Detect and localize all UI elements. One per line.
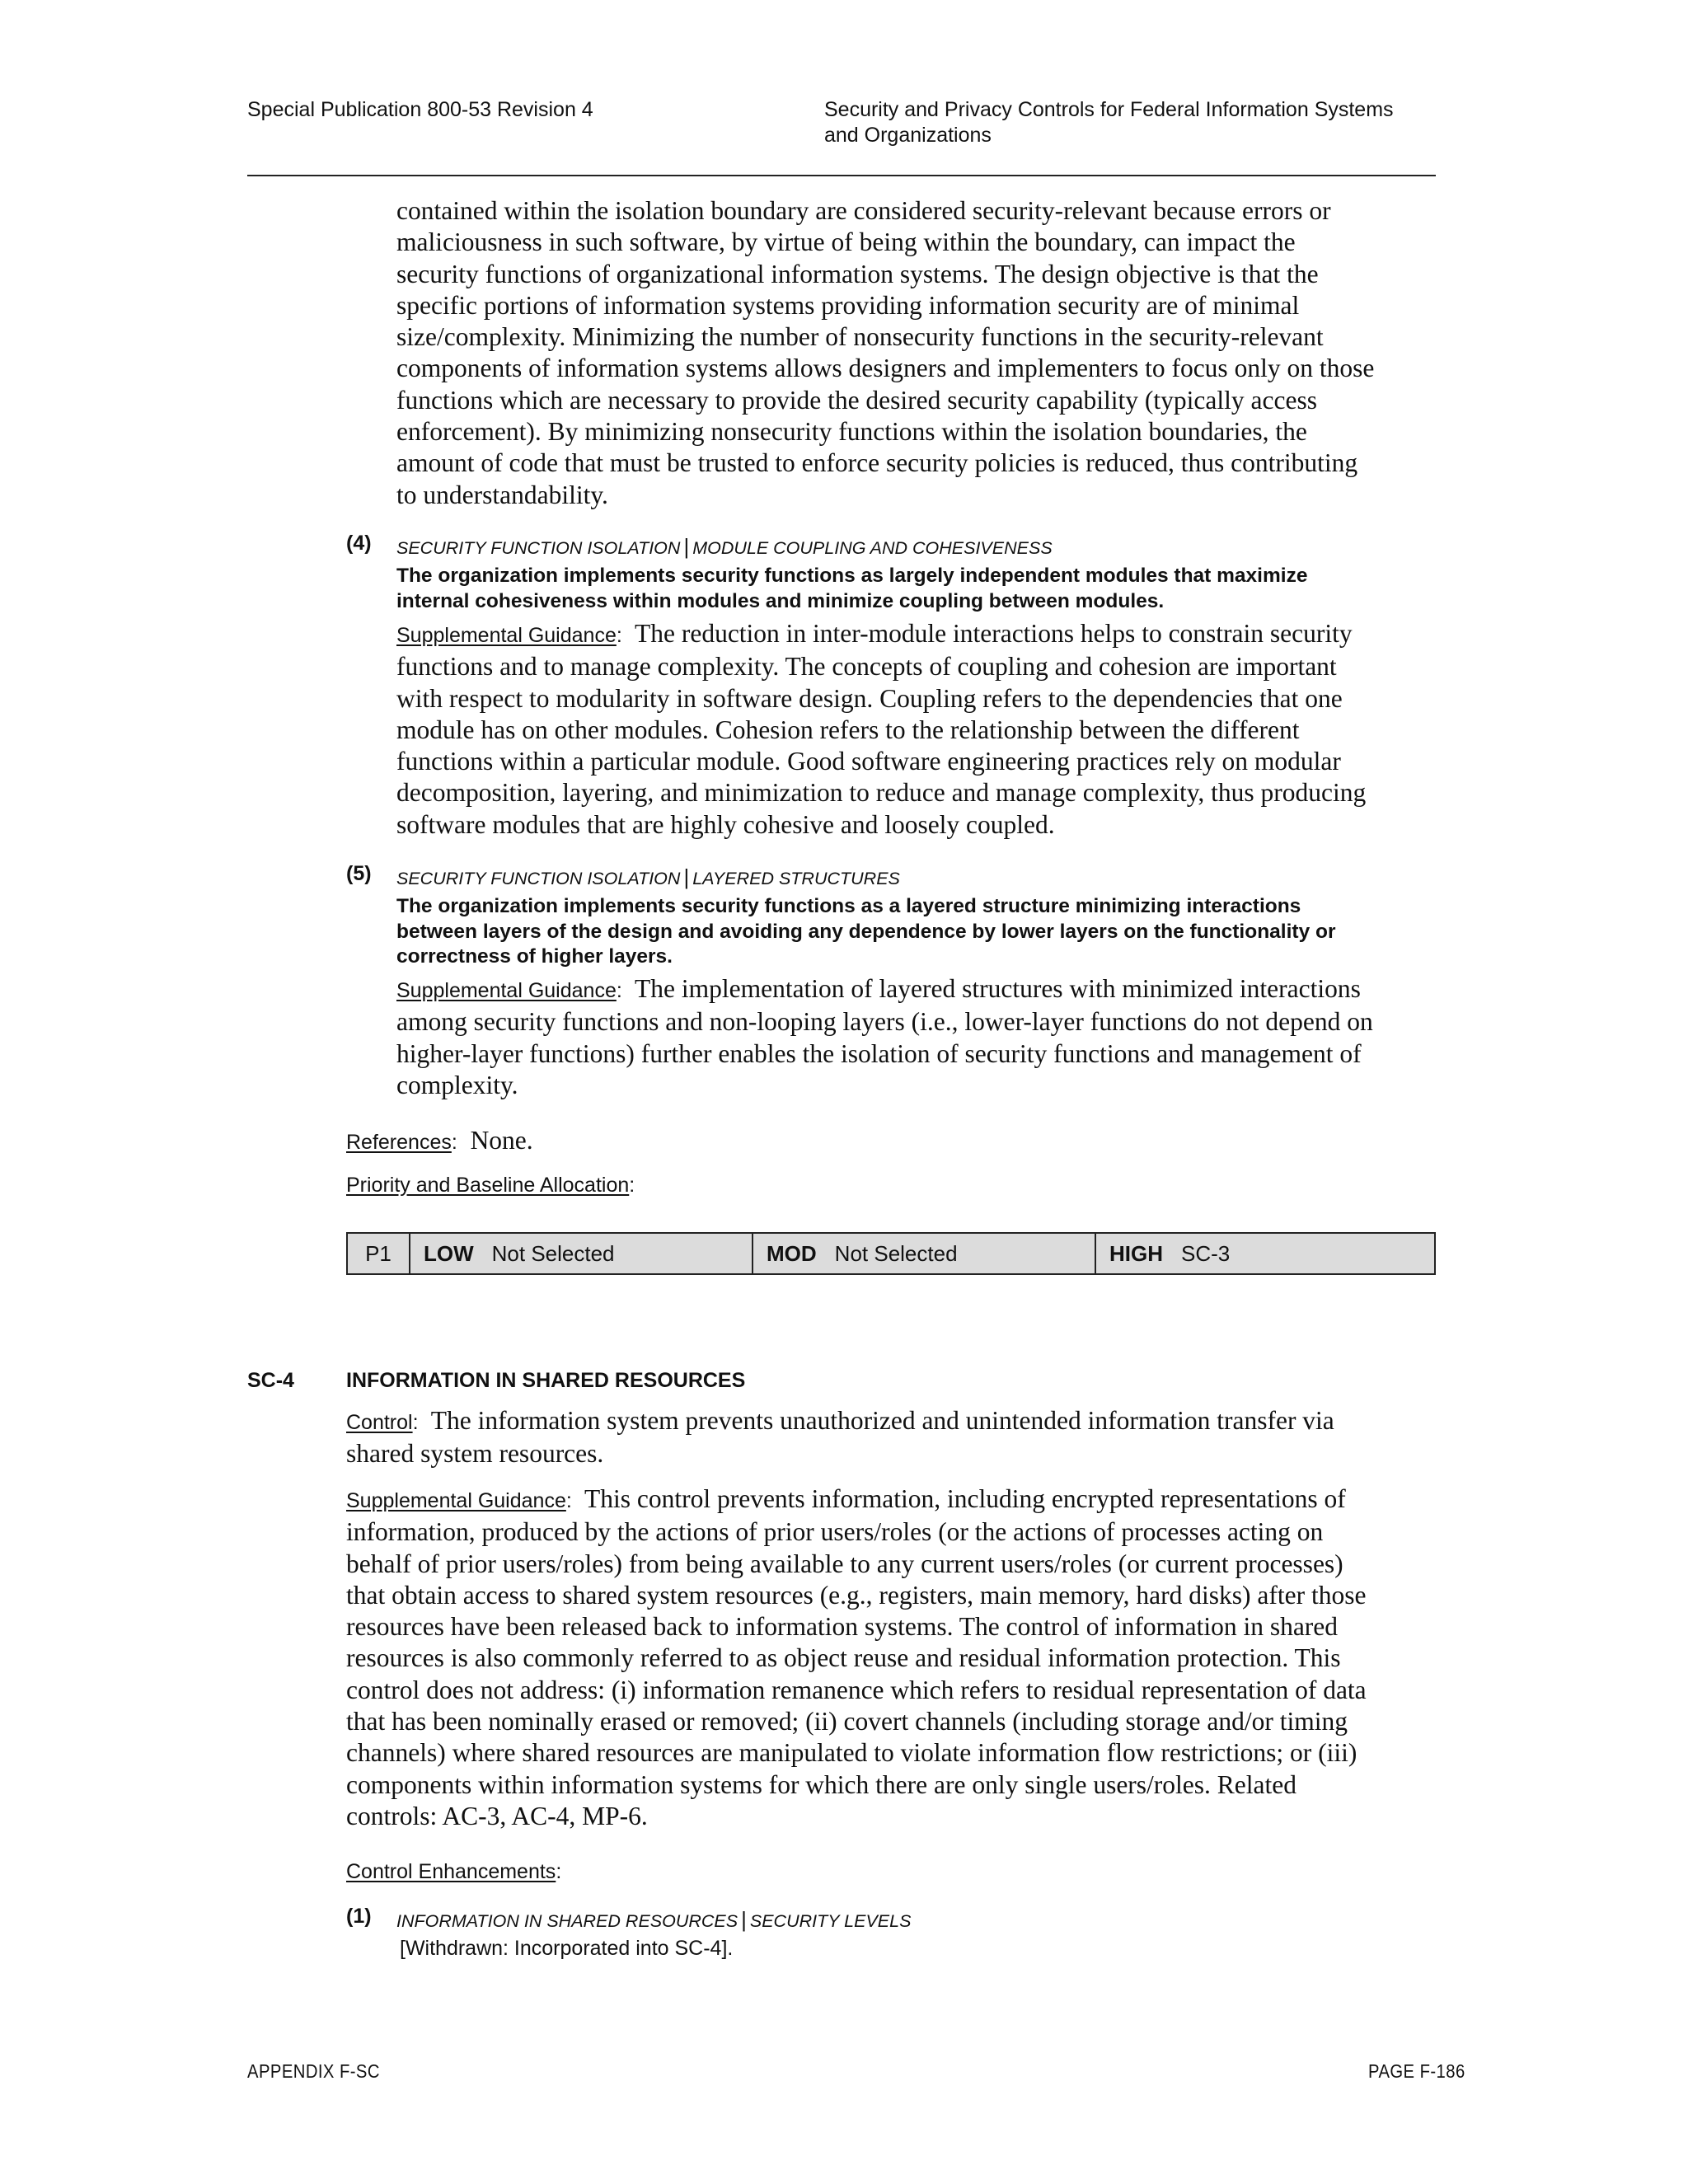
enhancement-statement (396, 894, 1336, 970)
label-colon: : (629, 1174, 635, 1197)
paragraph-line: that obtain access to shared system resources (e.g., registers, main memory, hard disks) after those (346, 1580, 1367, 1610)
control-id: SC-4 (247, 1369, 294, 1392)
mod-value: Not Selected (834, 1240, 958, 1266)
control-statement (346, 1405, 1334, 1470)
paragraph-line: to understandability. (396, 480, 608, 509)
guidance-label: Supplemental Guidance (396, 624, 617, 647)
guidance-label: Supplemental Guidance (396, 979, 617, 1002)
references-value: None. (470, 1126, 533, 1155)
guidance-first-line (396, 618, 1366, 651)
statement-line: The organization implements security functions as a layered structure minimizing interactions (396, 895, 1301, 917)
paragraph-line: size/complexity. Minimizing the number of nonsecurity functions in the security-relevant (396, 322, 1324, 352)
enhancement-title (396, 865, 900, 890)
paragraph-line: functions within a particular module. Good software engineering practices rely on modular (396, 747, 1341, 776)
enhancement-title-part: MODULE COUPLING AND COHESIVENESS (692, 538, 1053, 558)
references-label: References (346, 1131, 452, 1154)
guidance-first-line (396, 973, 1373, 1006)
enhancement-number: (4) (346, 532, 372, 555)
priority-label: Priority and Baseline Allocation (346, 1174, 630, 1197)
statement-line: correctness of higher layers. (396, 945, 673, 968)
paragraph-line: complexity. (396, 1070, 518, 1099)
header-title-line2: and Organizations (824, 124, 992, 147)
baseline-allocation-table (346, 1232, 1436, 1275)
paragraph-line: decomposition, layering, and minimization to reduce and manage complexity, thus producing (396, 778, 1367, 808)
enhancement-title-part: SECURITY FUNCTION ISOLATION (396, 869, 681, 888)
enhancement-title-part: INFORMATION IN SHARED RESOURCES (396, 1911, 738, 1931)
guidance-text: The reduction in inter-module interactions helps to constrain security (635, 619, 1353, 648)
high-value: SC-3 (1181, 1240, 1231, 1266)
enhancement-statement (396, 564, 1307, 614)
high-label: HIGH (1109, 1240, 1163, 1266)
paragraph-line: behalf of prior users/roles) from being available to any current users/roles (or current processes) (346, 1549, 1343, 1578)
label-colon: : (412, 1411, 419, 1434)
paragraph-line: channels) where shared resources are manipulated to violate information flow restrictions; or (iii) (346, 1738, 1357, 1768)
mod-baseline-cell (753, 1234, 1096, 1273)
title-separator: | (741, 1907, 747, 1932)
paragraph-line: contained within the isolation boundary are considered security-relevant because errors or (396, 196, 1331, 225)
paragraph-line: information, produced by the actions of prior users/roles (or the actions of processes acting on (346, 1517, 1324, 1547)
control-enhancements-heading (346, 1860, 561, 1884)
paragraph-line: enforcement). By minimizing nonsecurity functions within the isolation boundaries, the (396, 417, 1307, 447)
paragraph-line: specific portions of information systems providing information security are of minimal (396, 290, 1300, 320)
withdrawn-note: [Withdrawn: Incorporated into SC-4]. (400, 1937, 734, 1960)
paragraph-line: control does not address: (i) information remanence which refers to residual representation of data (346, 1675, 1367, 1704)
label-colon: : (616, 979, 622, 1002)
enhancement-number: (1) (346, 1905, 372, 1928)
priority-heading (346, 1174, 635, 1197)
enhancement-title (396, 534, 1053, 560)
high-baseline-cell (1096, 1234, 1434, 1273)
low-label: LOW (424, 1240, 474, 1266)
control-enhancements-label: Control Enhancements (346, 1860, 556, 1883)
title-separator: | (683, 534, 690, 559)
paragraph-line: with respect to modularity in software design. Coupling refers to the dependencies that one (396, 683, 1343, 713)
guidance-text: This control prevents information, including encrypted representations of (584, 1484, 1346, 1513)
control-first-line (346, 1405, 1334, 1438)
statement-line: internal cohesiveness within modules and minimize coupling between modules. (396, 589, 1165, 612)
paragraph-line: amount of code that must be trusted to enforce security policies is reduced, thus contributing (396, 448, 1358, 478)
control-label: Control (346, 1411, 413, 1434)
paragraph-line: that has been nominally erased or removed; (ii) covert channels (including storage and/or timing (346, 1707, 1348, 1736)
title-separator: | (683, 865, 690, 889)
paragraph-line: resources have been released back to information systems. The control of information in shared (346, 1612, 1339, 1642)
priority-cell: P1 (348, 1234, 410, 1273)
footer-appendix: APPENDIX F-SC (247, 2060, 380, 2082)
enhancement-title (396, 1907, 911, 1933)
enhancement-number: (5) (346, 862, 372, 885)
paragraph-line: resources is also commonly referred to as object reuse and residual information protection. This (346, 1643, 1341, 1673)
label-colon: : (451, 1131, 457, 1154)
paragraph-line: among security functions and non-looping layers (i.e., lower-layer functions do not depend on (396, 1007, 1373, 1037)
paragraph-line: functions and to manage complexity. The concepts of coupling and cohesion are important (396, 652, 1337, 682)
label-colon: : (565, 1489, 572, 1512)
paragraph-line: higher-layer functions) further enables the isolation of security functions and management of (396, 1038, 1362, 1068)
supplemental-guidance (346, 1483, 1367, 1832)
paragraph-line: shared system resources. (346, 1439, 604, 1469)
paragraph-line: maliciousness in such software, by virtue of being within the boundary, can impact the (396, 227, 1296, 257)
enhancement-title-part: SECURITY FUNCTION ISOLATION (396, 538, 681, 558)
continuation-paragraph (396, 195, 1374, 511)
guidance-first-line (346, 1483, 1367, 1516)
header-title-line1: Security and Privacy Controls for Federal Information Systems (824, 98, 1394, 121)
label-colon: : (556, 1860, 562, 1883)
header-title (824, 97, 1451, 148)
enhancement-title-part: LAYERED STRUCTURES (692, 869, 900, 888)
low-value: Not Selected (491, 1240, 615, 1266)
statement-line: between layers of the design and avoiding any dependence by lower layers on the functionality or (396, 920, 1336, 943)
footer-page-number: PAGE F-186 (1368, 2060, 1465, 2082)
label-colon: : (616, 624, 622, 647)
paragraph-line: controls: AC-3, AC-4, MP-6. (346, 1801, 648, 1830)
control-text: The information system prevents unauthorized and unintended information transfer via (430, 1406, 1334, 1435)
paragraph-line: module has on other modules. Cohesion refers to the relationship between the different (396, 715, 1300, 744)
paragraph-line: functions which are necessary to provide the desired security capability (typically access (396, 385, 1317, 415)
enhancement-title-part: SECURITY LEVELS (749, 1911, 912, 1931)
supplemental-guidance (396, 618, 1366, 841)
references (346, 1125, 533, 1158)
guidance-text: The implementation of layered structures with minimized interactions (635, 974, 1361, 1003)
paragraph-line: components of information systems allows designers and implementers to focus only on those (396, 354, 1375, 383)
references-line (346, 1125, 533, 1158)
mod-label: MOD (767, 1240, 817, 1266)
supplemental-guidance (396, 973, 1373, 1101)
header-divider (247, 175, 1436, 176)
control-title: INFORMATION IN SHARED RESOURCES (346, 1369, 746, 1392)
paragraph-line: software modules that are highly cohesive and loosely coupled. (396, 809, 1055, 839)
guidance-label: Supplemental Guidance (346, 1489, 566, 1512)
low-baseline-cell (410, 1234, 753, 1273)
header-publication: Special Publication 800-53 Revision 4 (247, 98, 593, 121)
paragraph-line: security functions of organizational information systems. The design objective is that the (396, 259, 1319, 288)
statement-line: The organization implements security functions as largely independent modules that maximize (396, 565, 1308, 587)
paragraph-line: components within information systems for which there are only single users/roles. Related (346, 1769, 1296, 1799)
